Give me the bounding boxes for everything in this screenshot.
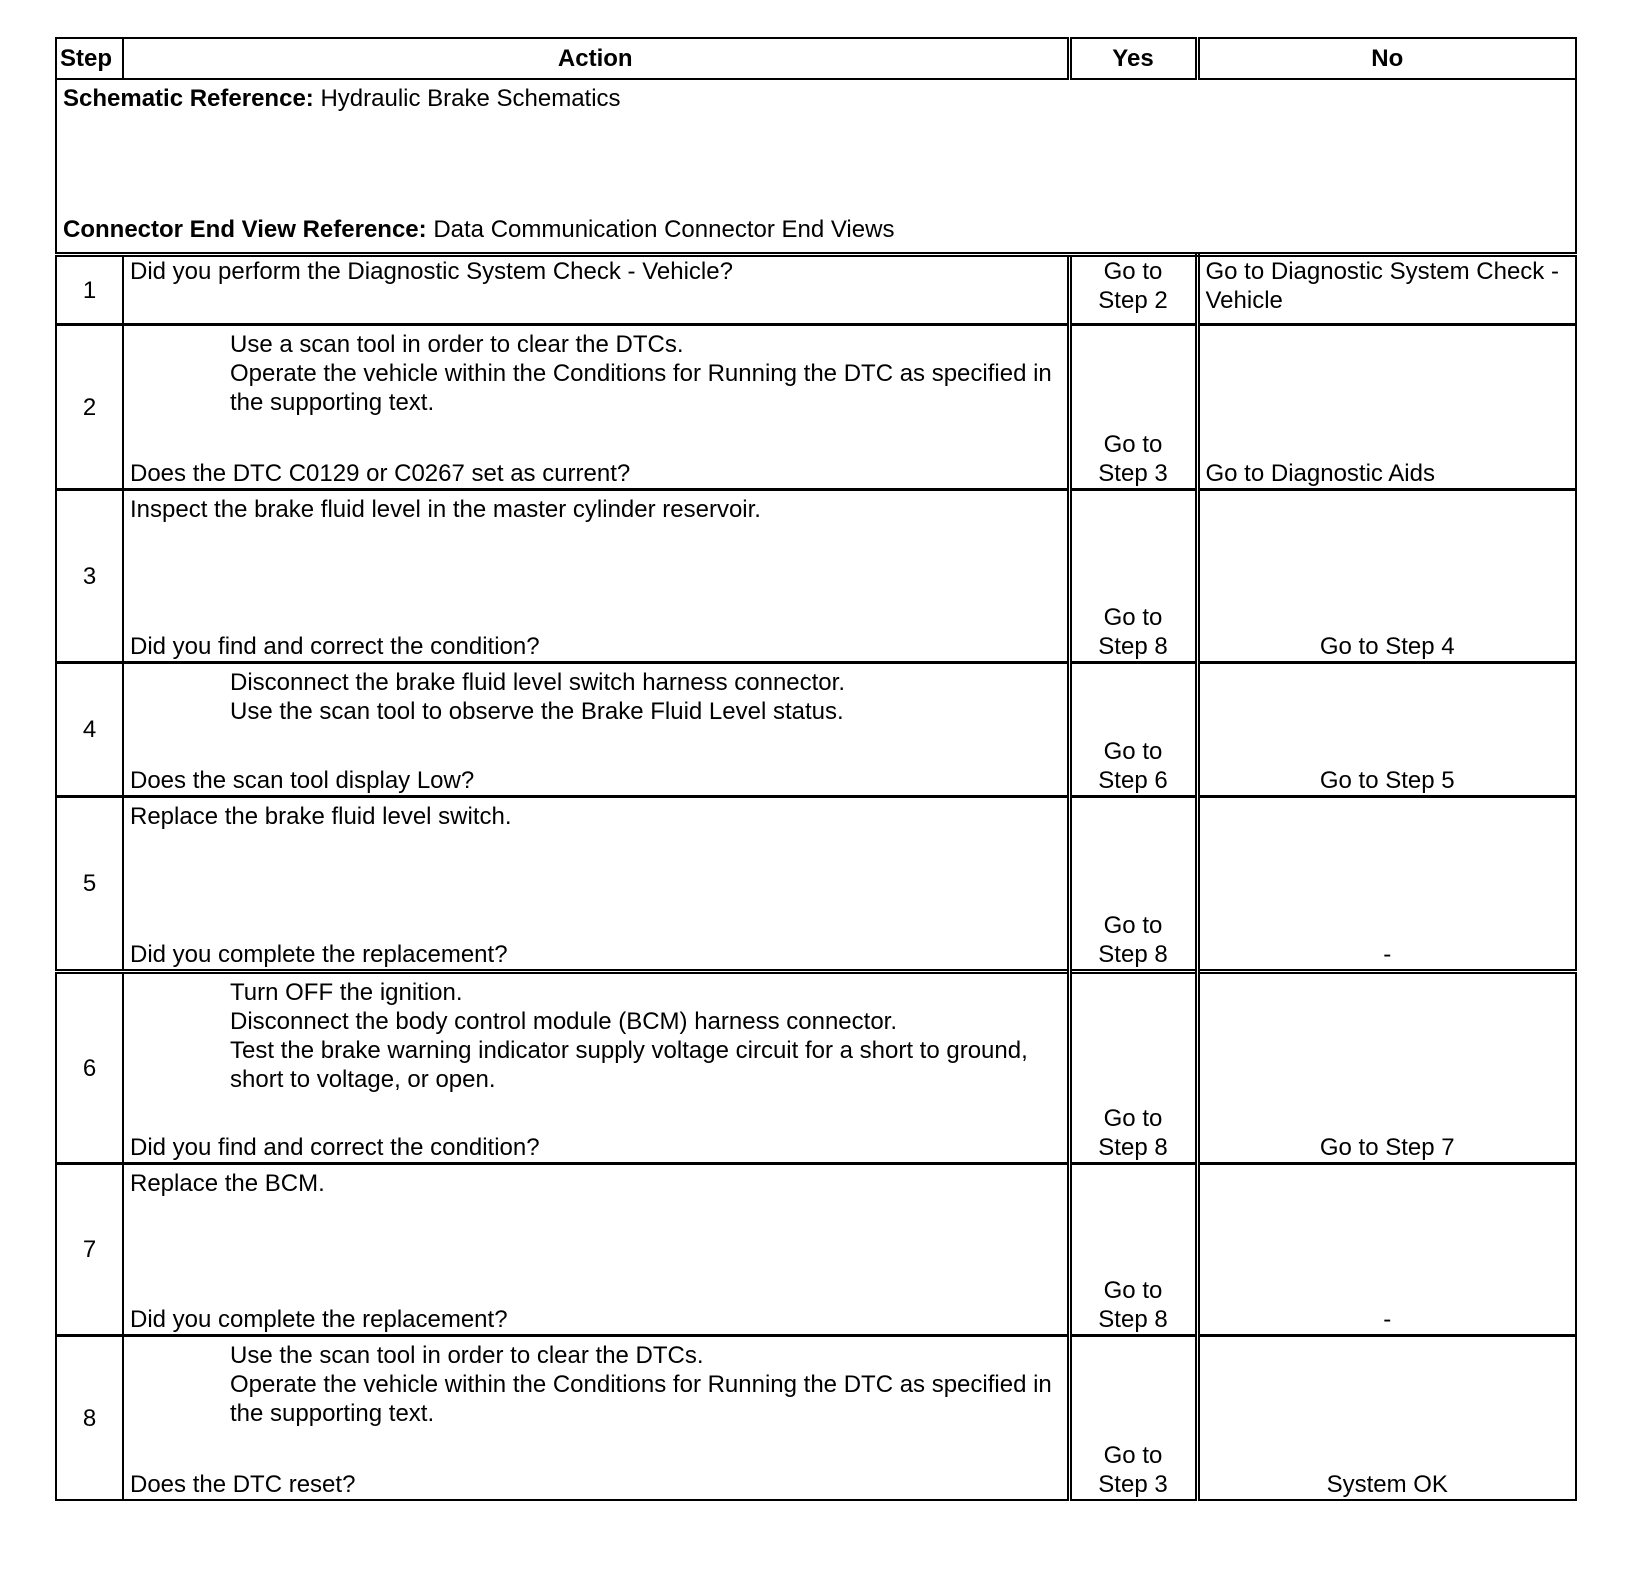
step-instruction: Use the scan tool to observe the Brake Fluid Level status. bbox=[230, 698, 844, 725]
step-yes-line: Go to bbox=[1103, 604, 1163, 631]
step-instruction: Use a scan tool in order to clear the DTCs. bbox=[230, 331, 684, 358]
step-row bbox=[56, 1336, 1576, 1501]
step-no: Go to Step 5 bbox=[1197, 663, 1576, 797]
step-yes bbox=[1069, 490, 1197, 663]
step-no: Go to Step 7 bbox=[1197, 972, 1576, 1164]
step-instruction: Operate the vehicle within the Conditions for Running the DTC as specified in the supporting text. bbox=[230, 1371, 1052, 1427]
connector-reference bbox=[63, 215, 1569, 244]
step-action bbox=[123, 972, 1069, 1164]
step-instructions bbox=[130, 802, 1061, 831]
steps-body bbox=[56, 255, 1576, 1501]
step-instruction: Turn OFF the ignition. bbox=[230, 979, 463, 1006]
step-yes-line: Go to bbox=[1103, 258, 1163, 285]
step-yes-line: Step 3 bbox=[1098, 460, 1168, 487]
step-yes-line: Go to bbox=[1103, 1277, 1163, 1304]
step-yes-line: Step 3 bbox=[1098, 1471, 1168, 1498]
diagnostic-table bbox=[55, 37, 1577, 1501]
step-instruction: Replace the BCM. bbox=[130, 1170, 325, 1197]
step-yes-line: Step 8 bbox=[1098, 633, 1168, 660]
step-number: 7 bbox=[56, 1164, 123, 1336]
step-yes bbox=[1069, 255, 1197, 325]
schematic-reference-value: Hydraulic Brake Schematics bbox=[313, 85, 621, 112]
connector-reference-value: Data Communication Connector End Views bbox=[426, 216, 895, 243]
step-instructions bbox=[130, 1169, 1061, 1198]
step-instruction: Inspect the brake fluid level in the master cylinder reservoir. bbox=[130, 496, 761, 523]
step-row bbox=[56, 1164, 1576, 1336]
step-no: - bbox=[1197, 1164, 1576, 1336]
step-yes-line: Go to bbox=[1103, 738, 1163, 765]
step-instruction: Operate the vehicle within the Conditions for Running the DTC as specified in the supporting text. bbox=[230, 360, 1052, 416]
step-yes-line: Go to bbox=[1103, 431, 1163, 458]
step-action bbox=[123, 797, 1069, 972]
step-number: 3 bbox=[56, 490, 123, 663]
step-question: Did you perform the Diagnostic System Check - Vehicle? bbox=[130, 258, 733, 285]
step-instructions bbox=[130, 668, 1061, 726]
step-number: 6 bbox=[56, 972, 123, 1164]
step-yes bbox=[1069, 663, 1197, 797]
step-row bbox=[56, 255, 1576, 325]
step-number: 5 bbox=[56, 797, 123, 972]
step-yes bbox=[1069, 1336, 1197, 1501]
schematic-reference-label: Schematic Reference: bbox=[63, 85, 314, 112]
step-no: System OK bbox=[1197, 1336, 1576, 1501]
step-instruction: Replace the brake fluid level switch. bbox=[130, 803, 512, 830]
step-instruction: Disconnect the brake fluid level switch harness connector. bbox=[230, 669, 845, 696]
step-question: Did you find and correct the condition? bbox=[130, 1134, 540, 1161]
step-action bbox=[123, 1336, 1069, 1501]
step-question: Did you complete the replacement? bbox=[130, 941, 508, 968]
step-instructions bbox=[130, 495, 1061, 524]
step-yes-line: Go to bbox=[1103, 1442, 1163, 1469]
step-instruction: Test the brake warning indicator supply voltage circuit for a short to ground, short to voltage, or open. bbox=[230, 1037, 1028, 1093]
header-step: Step bbox=[56, 38, 123, 79]
step-row bbox=[56, 972, 1576, 1164]
step-yes bbox=[1069, 972, 1197, 1164]
step-yes-line: Step 8 bbox=[1098, 1134, 1168, 1161]
step-number: 1 bbox=[56, 255, 123, 325]
step-yes bbox=[1069, 325, 1197, 490]
header-yes: Yes bbox=[1069, 38, 1197, 79]
step-question: Does the DTC reset? bbox=[130, 1471, 356, 1498]
step-row bbox=[56, 797, 1576, 972]
step-action bbox=[123, 663, 1069, 797]
step-question: Did you complete the replacement? bbox=[130, 1306, 508, 1333]
step-no: Go to Diagnostic Aids bbox=[1197, 325, 1576, 490]
header-no: No bbox=[1197, 38, 1576, 79]
step-yes bbox=[1069, 797, 1197, 972]
step-yes-line: Go to bbox=[1103, 1105, 1163, 1132]
reference-cell bbox=[56, 79, 1576, 255]
step-instruction: Disconnect the body control module (BCM) harness connector. bbox=[230, 1008, 897, 1035]
header-row bbox=[56, 38, 1576, 79]
step-yes-line: Go to bbox=[1103, 912, 1163, 939]
step-action bbox=[123, 255, 1069, 325]
step-row bbox=[56, 325, 1576, 490]
step-instructions bbox=[130, 978, 1061, 1094]
schematic-reference bbox=[63, 84, 1569, 113]
step-question: Does the DTC C0129 or C0267 set as current? bbox=[130, 460, 631, 487]
step-number: 2 bbox=[56, 325, 123, 490]
step-no: Go to Diagnostic System Check - Vehicle bbox=[1197, 255, 1576, 325]
connector-reference-label: Connector End View Reference: bbox=[63, 216, 427, 243]
step-row bbox=[56, 490, 1576, 663]
step-yes bbox=[1069, 1164, 1197, 1336]
step-yes-line: Step 2 bbox=[1098, 287, 1168, 314]
step-row bbox=[56, 663, 1576, 797]
step-yes-line: Step 8 bbox=[1098, 941, 1168, 968]
step-number: 4 bbox=[56, 663, 123, 797]
step-instructions bbox=[130, 1341, 1061, 1428]
step-yes-line: Step 8 bbox=[1098, 1306, 1168, 1333]
step-question: Does the scan tool display Low? bbox=[130, 767, 475, 794]
step-no: - bbox=[1197, 797, 1576, 972]
step-yes-line: Step 6 bbox=[1098, 767, 1168, 794]
step-instructions bbox=[130, 330, 1061, 417]
step-action bbox=[123, 325, 1069, 490]
step-instruction: Use the scan tool in order to clear the DTCs. bbox=[230, 1342, 704, 1369]
header-action: Action bbox=[123, 38, 1069, 79]
step-action bbox=[123, 490, 1069, 663]
step-no: Go to Step 4 bbox=[1197, 490, 1576, 663]
reference-row bbox=[56, 79, 1576, 255]
step-number: 8 bbox=[56, 1336, 123, 1501]
step-action bbox=[123, 1164, 1069, 1336]
step-question: Did you find and correct the condition? bbox=[130, 633, 540, 660]
